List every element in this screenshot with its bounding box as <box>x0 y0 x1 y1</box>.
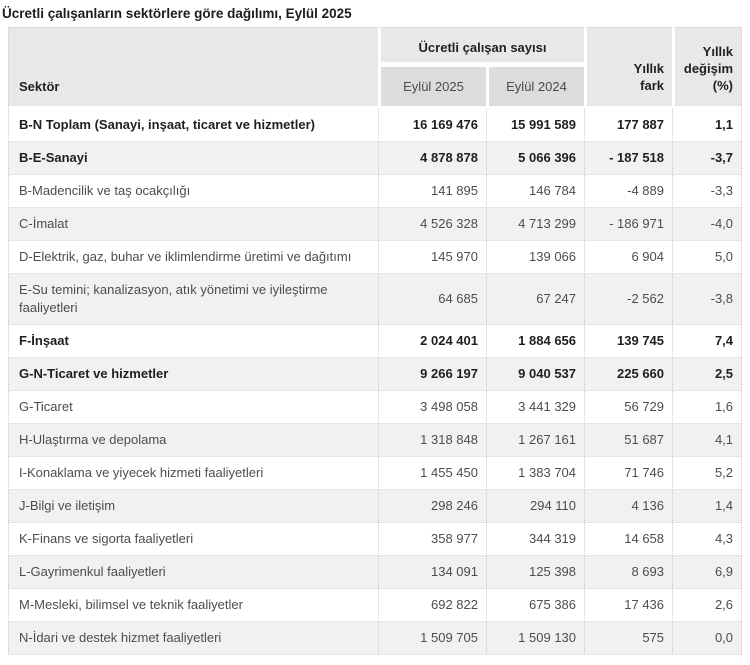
sector-cell: L-Gayrimenkul faaliyetleri <box>8 556 378 589</box>
value-cell: 6 904 <box>584 241 672 274</box>
value-cell: 1 884 656 <box>486 325 584 358</box>
value-cell: 177 887 <box>584 109 672 142</box>
value-cell: 5,0 <box>672 241 742 274</box>
sector-cell: B-N Toplam (Sanayi, inşaat, ticaret ve hizmetler) <box>8 109 378 142</box>
col-header-eylul-2025: Eylül 2025 <box>378 65 486 109</box>
page-title: Ücretli çalışanların sektörlere göre dağılımı, Eylül 2025 <box>2 6 352 21</box>
value-cell: 1,4 <box>672 490 742 523</box>
table-row <box>8 424 742 457</box>
sector-cell: B-Madencilik ve taş ocakçılığı <box>8 175 378 208</box>
table-row <box>8 208 742 241</box>
value-cell: 4 878 878 <box>378 142 486 175</box>
value-cell: 4 713 299 <box>486 208 584 241</box>
value-cell: 4 526 328 <box>378 208 486 241</box>
value-cell: 1,1 <box>672 109 742 142</box>
col-header-eylul-2024: Eylül 2024 <box>486 65 584 109</box>
value-cell: 16 169 476 <box>378 109 486 142</box>
sector-cell: G-Ticaret <box>8 391 378 424</box>
value-cell: -4,0 <box>672 208 742 241</box>
table-row <box>8 358 742 391</box>
table-body <box>8 109 742 655</box>
value-cell: 294 110 <box>486 490 584 523</box>
value-cell: 6,9 <box>672 556 742 589</box>
sector-cell: M-Mesleki, bilimsel ve teknik faaliyetler <box>8 589 378 622</box>
sector-cell: I-Konaklama ve yiyecek hizmeti faaliyetleri <box>8 457 378 490</box>
sector-cell: G-N-Ticaret ve hizmetler <box>8 358 378 391</box>
value-cell: 139 066 <box>486 241 584 274</box>
sector-cell: F-İnşaat <box>8 325 378 358</box>
value-cell: 141 895 <box>378 175 486 208</box>
stats-page <box>0 5 750 655</box>
sector-cell: C-İmalat <box>8 208 378 241</box>
sector-cell: N-İdari ve destek hizmet faaliyetleri <box>8 622 378 655</box>
value-cell: -3,7 <box>672 142 742 175</box>
value-cell: 134 091 <box>378 556 486 589</box>
value-cell: 2 024 401 <box>378 325 486 358</box>
sector-cell: B-E-Sanayi <box>8 142 378 175</box>
value-cell: 67 247 <box>486 274 584 325</box>
table-row <box>8 175 742 208</box>
value-cell: 1 267 161 <box>486 424 584 457</box>
col-header-paid-employees-group: Ücretli çalışan sayısı <box>378 27 584 65</box>
sector-cell: J-Bilgi ve iletişim <box>8 490 378 523</box>
value-cell: 2,6 <box>672 589 742 622</box>
value-cell: - 187 518 <box>584 142 672 175</box>
sector-table <box>8 27 742 655</box>
value-cell: 5 066 396 <box>486 142 584 175</box>
value-cell: 64 685 <box>378 274 486 325</box>
value-cell: 0,0 <box>672 622 742 655</box>
table-row <box>8 391 742 424</box>
value-cell: 692 822 <box>378 589 486 622</box>
annual-difference-label: Yıllık fark <box>633 61 665 93</box>
table-header <box>8 27 742 109</box>
value-cell: 1 509 705 <box>378 622 486 655</box>
table-row <box>8 274 742 325</box>
sector-cell: E-Su temini; kanalizasyon, atık yönetimi ve iyileştirme faaliyetleri <box>8 274 378 325</box>
value-cell: 2,5 <box>672 358 742 391</box>
value-cell: 56 729 <box>584 391 672 424</box>
table-row <box>8 589 742 622</box>
value-cell: 7,4 <box>672 325 742 358</box>
value-cell: 15 991 589 <box>486 109 584 142</box>
table-row <box>8 241 742 274</box>
table-row <box>8 622 742 655</box>
table-row <box>8 142 742 175</box>
table-row <box>8 490 742 523</box>
table-row <box>8 556 742 589</box>
value-cell: -2 562 <box>584 274 672 325</box>
value-cell: 298 246 <box>378 490 486 523</box>
value-cell: 145 970 <box>378 241 486 274</box>
value-cell: 17 436 <box>584 589 672 622</box>
value-cell: -3,3 <box>672 175 742 208</box>
value-cell: 4,1 <box>672 424 742 457</box>
value-cell: 3 441 329 <box>486 391 584 424</box>
value-cell: 146 784 <box>486 175 584 208</box>
value-cell: 675 386 <box>486 589 584 622</box>
value-cell: 125 398 <box>486 556 584 589</box>
value-cell: 575 <box>584 622 672 655</box>
value-cell: 9 040 537 <box>486 358 584 391</box>
value-cell: 51 687 <box>584 424 672 457</box>
annual-change-pct-label: Yıllık değişim (%) <box>683 44 734 93</box>
col-header-annual-change-pct <box>672 27 742 109</box>
value-cell: 9 266 197 <box>378 358 486 391</box>
value-cell: 71 746 <box>584 457 672 490</box>
sector-cell: D-Elektrik, gaz, buhar ve iklimlendirme üretimi ve dağıtımı <box>8 241 378 274</box>
value-cell: 139 745 <box>584 325 672 358</box>
value-cell: 358 977 <box>378 523 486 556</box>
value-cell: 4,3 <box>672 523 742 556</box>
value-cell: 8 693 <box>584 556 672 589</box>
value-cell: 3 498 058 <box>378 391 486 424</box>
value-cell: 1 509 130 <box>486 622 584 655</box>
sector-cell: H-Ulaştırma ve depolama <box>8 424 378 457</box>
header-row-group <box>8 27 742 65</box>
value-cell: 1 318 848 <box>378 424 486 457</box>
sector-cell: K-Finans ve sigorta faaliyetleri <box>8 523 378 556</box>
value-cell: 1,6 <box>672 391 742 424</box>
value-cell: -3,8 <box>672 274 742 325</box>
table-row <box>8 457 742 490</box>
value-cell: 344 319 <box>486 523 584 556</box>
col-header-sector: Sektör <box>8 27 378 109</box>
value-cell: 1 455 450 <box>378 457 486 490</box>
table-row <box>8 325 742 358</box>
value-cell: 1 383 704 <box>486 457 584 490</box>
col-header-annual-difference <box>584 27 672 109</box>
value-cell: 225 660 <box>584 358 672 391</box>
value-cell: 14 658 <box>584 523 672 556</box>
value-cell: - 186 971 <box>584 208 672 241</box>
table-row <box>8 109 742 142</box>
value-cell: -4 889 <box>584 175 672 208</box>
value-cell: 4 136 <box>584 490 672 523</box>
value-cell: 5,2 <box>672 457 742 490</box>
table-row <box>8 523 742 556</box>
